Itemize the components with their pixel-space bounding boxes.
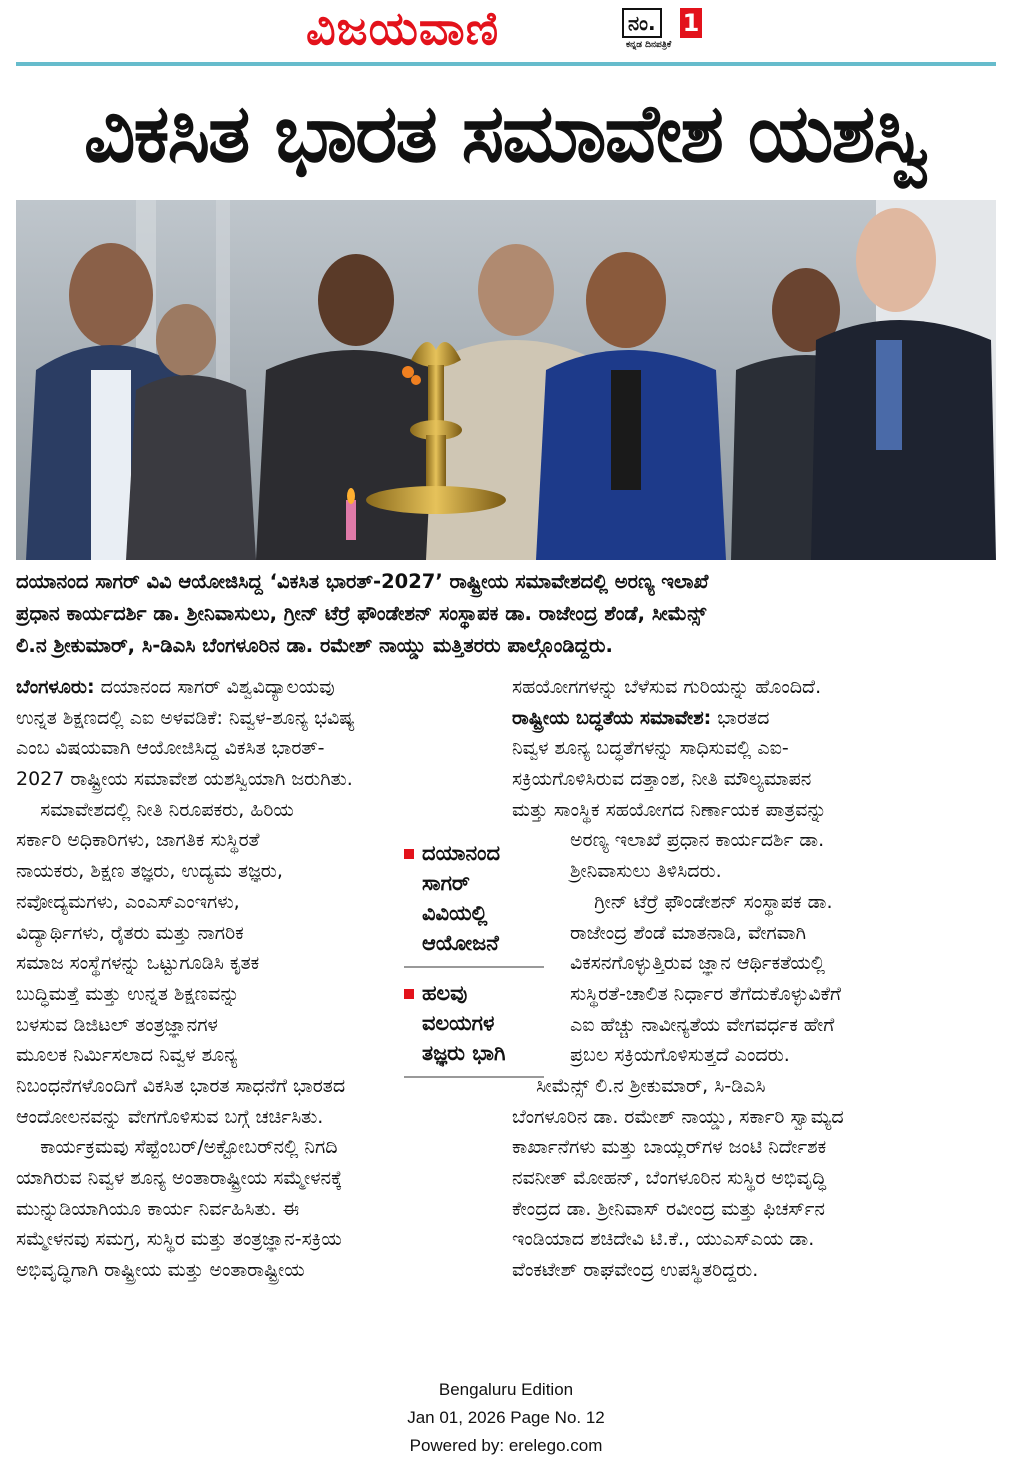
- article-line: 2027 ರಾಷ್ಟ್ರೀಯ ಸಮಾವೇಶ ಯಶಸ್ವಿಯಾಗಿ ಜರುಗಿತು.: [16, 768, 353, 791]
- article-line: ಮೂಲಕ ನಿರ್ಮಿಸಲಾದ ನಿವ್ವಳ ಶೂನ್ಯ: [16, 1044, 238, 1067]
- article-line: ಸುಸ್ಥಿರತೆ-ಚಾಲಿತ ನಿರ್ಧಾರ ತೆಗೆದುಕೊಳ್ಳುವಿಕೆಗೆ: [570, 982, 842, 1005]
- article-line: ರಾಜೇಂದ್ರ ಶೆಂಡೆ ಮಾತನಾಡಿ, ವೇಗವಾಗಿ: [570, 921, 806, 944]
- article-line: ವಿದ್ಯಾರ್ಥಿಗಳು, ರೈತರು ಮತ್ತು ನಾಗರಿಕ: [16, 921, 244, 944]
- article-line: ವಿಕಸನಗೊಳ್ಳುತ್ತಿರುವ ಜ್ಞಾನ ಆರ್ಥಿಕತೆಯಲ್ಲಿ: [570, 952, 826, 975]
- article-line: ಕೇಂದ್ರದ ಡಾ. ಶ್ರೀನಿವಾಸ್ ರವೀಂದ್ರ ಮತ್ತು ಫಿಚರ್ಸ್‌ನ: [512, 1197, 825, 1220]
- article-line: ವೆಂಕಟೇಶ್ ರಾಘವೇಂದ್ರ ಉಪಸ್ಥಿತರಿದ್ದರು.: [512, 1259, 759, 1282]
- pull-item: ಹಲವು ವಲಯಗಳ ತಜ್ಞರು ಭಾಗಿ: [404, 978, 554, 1068]
- article-line: ನವೋದ್ಯಮಗಳು, ಎಂಎಸ್ಎಂಇಗಳು,: [16, 890, 240, 913]
- article-line: ಎಂಬ ವಿಷಯವಾಗಿ ಆಯೋಜಿಸಿದ್ದ ವಿಕಸಿತ ಭಾರತ್-: [16, 737, 325, 760]
- badge-prefix: ನಂ.: [622, 8, 662, 38]
- article-line: ನಾಯಕರು, ಶಿಕ್ಷಣ ತಜ್ಞರು, ಉದ್ಯಮ ತಜ್ಞರು,: [16, 860, 283, 883]
- article-line: ಬುದ್ಧಿಮತ್ತೆ ಮತ್ತು ಉನ್ನತ ಶಿಕ್ಷಣವನ್ನು: [16, 982, 240, 1005]
- caption-line: ದಯಾನಂದ ಸಾಗರ್ ವಿವಿ ಆಯೋಜಿಸಿದ್ದ ‘ವಿಕಸಿತ ಭಾರತ್-2027’ ರಾಷ್ಟ್ರೀಯ ಸಮಾವೇಶದಲ್ಲಿ ಅರಣ್ಯ ಇಲಾಖೆ: [16, 570, 709, 593]
- photo-caption: [16, 566, 996, 662]
- article-line: ಮುನ್ನುಡಿಯಾಗಿಯೂ ಕಾರ್ಯ ನಿರ್ವಹಿಸಿತು. ಈ: [16, 1197, 300, 1220]
- article-line: ಎಐ ಹೆಚ್ಚು ನಾವೀನ್ಯತೆಯ ವೇಗವರ್ಧಕ ಹೇಗೆ: [570, 1013, 835, 1036]
- article-line: ನವನೀತ್ ಮೋಹನ್, ಬೆಂಗಳೂರಿನ ಸುಸ್ಥಿರ ಅಭಿವೃದ್ಧಿ: [512, 1167, 827, 1189]
- article-line: ಸರ್ಕಾರಿ ಅಧಿಕಾರಿಗಳು, ಜಾಗತಿಕ ಸುಸ್ಥಿರತೆ: [16, 829, 260, 852]
- page-footer: [0, 1376, 1012, 1460]
- masthead-rule: [16, 62, 996, 66]
- article-line: ರಾಷ್ಟ್ರೀಯ ಬದ್ಧತೆಯ ಸಮಾವೇಶ: ಭಾರತದ: [512, 706, 770, 729]
- newspaper-logo: ವಿಜಯವಾಣಿ: [306, 1, 500, 55]
- article-line: ನಿವ್ವಳ ಶೂನ್ಯ ಬದ್ಧತೆಗಳನ್ನು ಸಾಧಿಸುವಲ್ಲಿ ಎಐ-: [512, 737, 789, 760]
- article-line: ಇಂಡಿಯಾದ ಶಚಿದೇವಿ ಟಿ.ಕೆ., ಯುಎಸ್ಎಯ ಡಾ.: [512, 1228, 815, 1251]
- badge-number: 1: [680, 8, 702, 38]
- article-line: ಸಮಾಜ ಸಂಸ್ಥೆಗಳನ್ನು ಒಟ್ಟುಗೂಡಿಸಿ ಕೃತಕ: [16, 952, 260, 975]
- article-line: ನಿಬಂಧನೆಗಳೊಂದಿಗೆ ವಿಕಸಿತ ಭಾರತ ಸಾಧನೆಗೆ ಭಾರತದ: [16, 1074, 346, 1097]
- article-line: ಬೆಂಗಳೂರಿನ ಡಾ. ರಮೇಶ್ ನಾಯ್ಡು, ಸರ್ಕಾರಿ ಸ್ವಾಮ್ಯದ: [512, 1105, 844, 1128]
- article-line: ಬೆಂಗಳೂರು: ದಯಾನಂದ ಸಾಗರ್ ವಿಶ್ವವಿದ್ಯಾಲಯವು: [16, 676, 335, 698]
- article-line: ಸಮಾವೇಶದಲ್ಲಿ ನೀತಿ ನಿರೂಪಕರು, ಹಿರಿಯ: [16, 798, 294, 821]
- article-line: ಮತ್ತು ಸಾಂಸ್ಥಿಕ ಸಹಯೋಗದ ನಿರ್ಣಾಯಕ ಪಾತ್ರವನ್ನು: [512, 798, 827, 821]
- article-line: ಕಾರ್ಖಾನೆಗಳು ಮತ್ತು ಬಾಯ್ಲರ್‌ಗಳ ಜಂಟಿ ನಿರ್ದೇಶಕ: [512, 1136, 827, 1159]
- powered-by-label: Powered by: erelego.com: [409, 1436, 603, 1455]
- caption-line: ಪ್ರಧಾನ ಕಾರ್ಯದರ್ಶಿ ಡಾ. ಶ್ರೀನಿವಾಸುಲು, ಗ್ರೀನ್ ಟೆರ್ರೆ ಫೌಂಡೇಶನ್ ಸಂಸ್ಥಾಪಕ ಡಾ. ರಾಜೇಂದ್ರ ಶೆಂಡೆ, ಸೀಮೆನ್ಸ್: [16, 602, 707, 625]
- article-line: ಆಂದೋಲನವನ್ನು ವೇಗಗೊಳಿಸುವ ಬಗ್ಗೆ ಚರ್ಚಿಸಿತು.: [16, 1105, 324, 1128]
- article-line: ಶ್ರೀನಿವಾಸುಲು ತಿಳಿಸಿದರು.: [570, 860, 722, 883]
- article-line: ಪ್ರಬಲ ಸಕ್ರಿಯಗೊಳಿಸುತ್ತದೆ ಎಂದರು.: [570, 1044, 790, 1067]
- article-line: ಅರಣ್ಯ ಇಲಾಖೆ ಪ್ರಧಾನ ಕಾರ್ಯದರ್ಶಿ ಡಾ.: [570, 829, 825, 852]
- article-line: ಸಕ್ರಿಯಗೊಳಿಸಿರುವ ದತ್ತಾಂಶ, ನೀತಿ ಮೌಲ್ಯಮಾಪನ: [512, 768, 812, 791]
- article-line: ಸಹಯೋಗಗಳನ್ನು ಬೆಳೆಸುವ ಗುರಿಯನ್ನು ಹೊಂದಿದೆ.: [512, 676, 822, 698]
- article-line: ಗ್ರೀನ್ ಟೆರ್ರೆ ಫೌಂಡೇಶನ್ ಸಂಸ್ಥಾಪಕ ಡಾ.: [570, 890, 833, 913]
- article-line: ಕಾರ್ಯಕ್ರಮವು ಸೆಪ್ಟೆಂಬರ್/ಅಕ್ಟೋಬರ್‌ನಲ್ಲಿ ನಿಗದಿ: [16, 1136, 338, 1159]
- lamp-lighting-photo-illustration: [16, 200, 996, 560]
- pull-item: ದಯಾನಂದ ಸಾಗರ್ ವಿವಿಯಲ್ಲಿ ಆಯೋಜನೆ: [404, 838, 554, 958]
- red-square-icon: [404, 849, 414, 859]
- edition-label: Bengaluru Edition: [438, 1380, 574, 1399]
- article-line: ಅಭಿವೃದ್ಧಿಗಾಗಿ ರಾಷ್ಟ್ರೀಯ ಮತ್ತು ಅಂತಾರಾಷ್ಟ್ರೀಯ: [16, 1259, 305, 1282]
- article-line: ಬಳಸುವ ಡಿಜಿಟಲ್ ತಂತ್ರಜ್ಞಾನಗಳ: [16, 1013, 218, 1036]
- masthead: [0, 0, 1012, 62]
- red-square-icon: [404, 989, 414, 999]
- number-one-badge: [622, 8, 702, 36]
- news-photo: [16, 200, 996, 560]
- subhead: ರಾಷ್ಟ್ರೀಯ ಬದ್ಧತೆಯ ಸಮಾವೇಶ:: [512, 706, 712, 729]
- dateline: ಬೆಂಗಳೂರು:: [16, 676, 95, 698]
- article-line: ಸೀಮೆನ್ಸ್ ಲಿ.ನ ಶ್ರೀಕುಮಾರ್, ಸಿ-ಡಿಎಸಿ: [512, 1074, 766, 1097]
- article-column-right: [512, 672, 982, 1286]
- headline: ವಿಕಸಿತ ಭಾರತ ಸಮಾವೇಶ ಯಶಸ್ವಿ: [83, 87, 929, 180]
- masthead-tagline: ಕನ್ನಡ ದಿನಪತ್ರಿಕೆ: [626, 40, 672, 50]
- article-line: ಸಮ್ಮೇಳನವು ಸಮಗ್ರ, ಸುಸ್ಥಿರ ಮತ್ತು ತಂತ್ರಜ್ಞಾನ-ಸಕ್ರಿಯ: [16, 1228, 342, 1251]
- article-line: ಉನ್ನತ ಶಿಕ್ಷಣದಲ್ಲಿ ಎಐ ಅಳವಡಿಕೆ: ನಿವ್ವಳ-ಶೂನ್ಯ ಭವಿಷ್ಯ: [16, 706, 355, 729]
- article-line: ಯಾಗಿರುವ ನಿವ್ವಳ ಶೂನ್ಯ ಅಂತಾರಾಷ್ಟ್ರೀಯ ಸಮ್ಮೇಳನಕ್ಕೆ: [16, 1167, 343, 1189]
- caption-line: ಲಿ.ನ ಶ್ರೀಕುಮಾರ್, ಸಿ-ಡಿಎಸಿ ಬೆಂಗಳೂರಿನ ಡಾ. ರಮೇಶ್ ನಾಯ್ಡು ಮತ್ತಿತರರು ಪಾಲ್ಗೊಂಡಿದ್ದರು.: [16, 634, 613, 657]
- date-page-label: Jan 01, 2026 Page No. 12: [407, 1408, 605, 1427]
